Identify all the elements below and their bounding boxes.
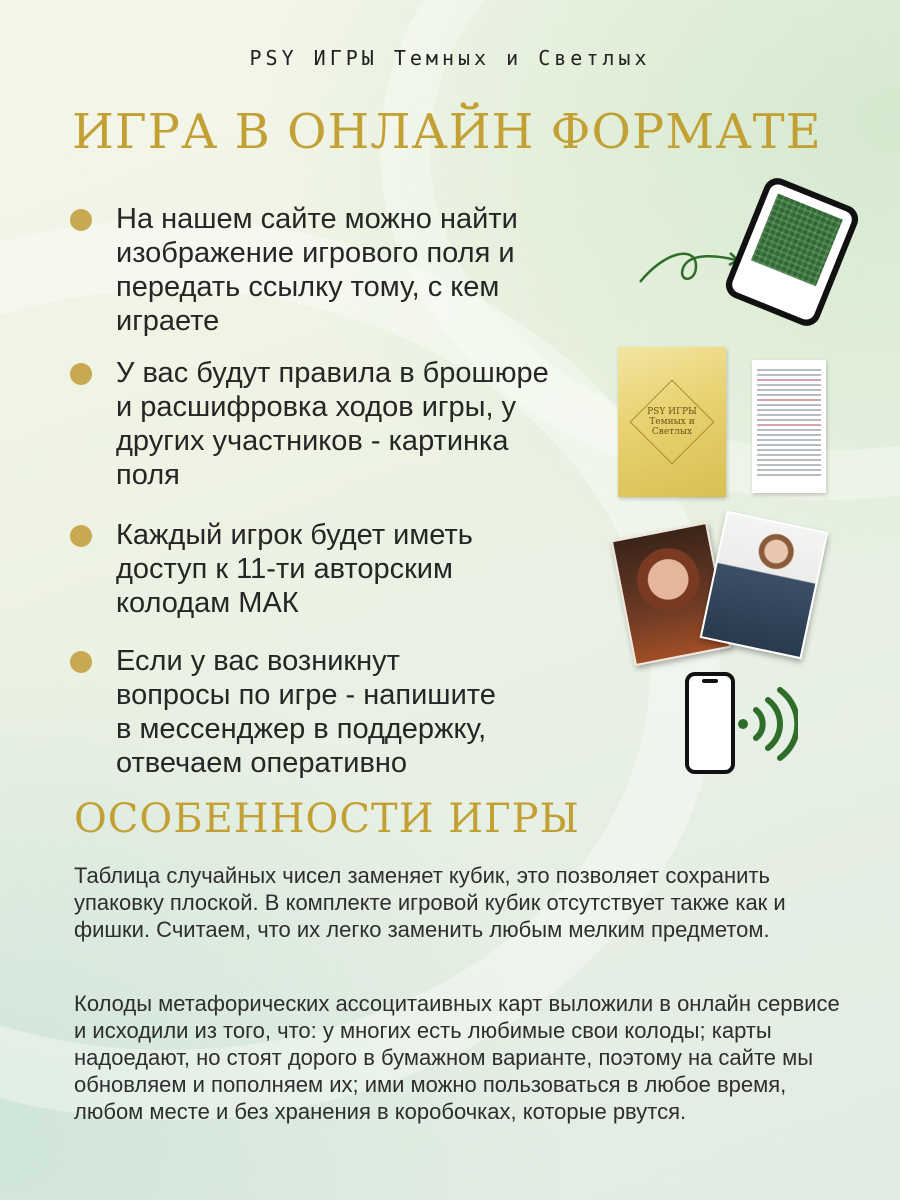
game-board-image: [751, 194, 843, 287]
feature-bullet: [70, 518, 473, 620]
bullet-dot: [70, 209, 92, 231]
features-paragraph: Колоды метафорических ассоцитаивных карт выложили в онлайн сервисе и исходили из того, что: у многих есть любимые свои колоды; карты надоедают, но стоят дорого в бумажном варианте, поэтому на сайте мы обновляем и пополняем их; ими можно пользоваться в любое время, любом месте и без хранения в коробочках, которые рвутся.: [74, 991, 840, 1124]
signal-icon: [736, 686, 798, 766]
brochure-title: PSY ИГРЫ Темных и Светлых: [647, 407, 697, 437]
feature-bullet: [70, 202, 518, 338]
brand-title: PSY ИГРЫ Темных и Светлых: [249, 46, 651, 70]
bullet-text: Каждый игрок будет иметь доступ к 11-ти авторским колодам МАК: [116, 519, 473, 619]
mac-card-image: [700, 511, 829, 660]
section-title-features: ОСОБЕННОСТИ ИГРЫ: [74, 796, 580, 842]
bullet-dot: [70, 363, 92, 385]
phone-icon: [685, 672, 735, 774]
section-title-online: ИГРА В ОНЛАЙН ФОРМАТЕ: [72, 104, 822, 160]
feature-bullet: [70, 356, 549, 492]
bullet-dot: [70, 525, 92, 547]
bullet-text: У вас будут правила в брошюре и расшифровка ходов игры, у других участников - картинка поля: [116, 357, 549, 491]
bullet-text: На нашем сайте можно найти изображение игрового поля и передать ссылку тому, с кем играете: [116, 203, 518, 337]
rules-page-image: [752, 360, 826, 493]
bullet-dot: [70, 651, 92, 673]
bullet-text: Если у вас возникнут вопросы по игре - напишите в мессенджер в поддержку, отвечаем оперативно: [116, 645, 496, 779]
feature-bullet: [70, 644, 496, 780]
features-paragraph: Таблица случайных чисел заменяет кубик, это позволяет сохранить упаковку плоской. В комплекте игровой кубик отсутствует также как и фишки. Считаем, что их легко заменить любым мелким предметом.: [74, 863, 786, 942]
rules-brochure-image: [618, 347, 726, 497]
